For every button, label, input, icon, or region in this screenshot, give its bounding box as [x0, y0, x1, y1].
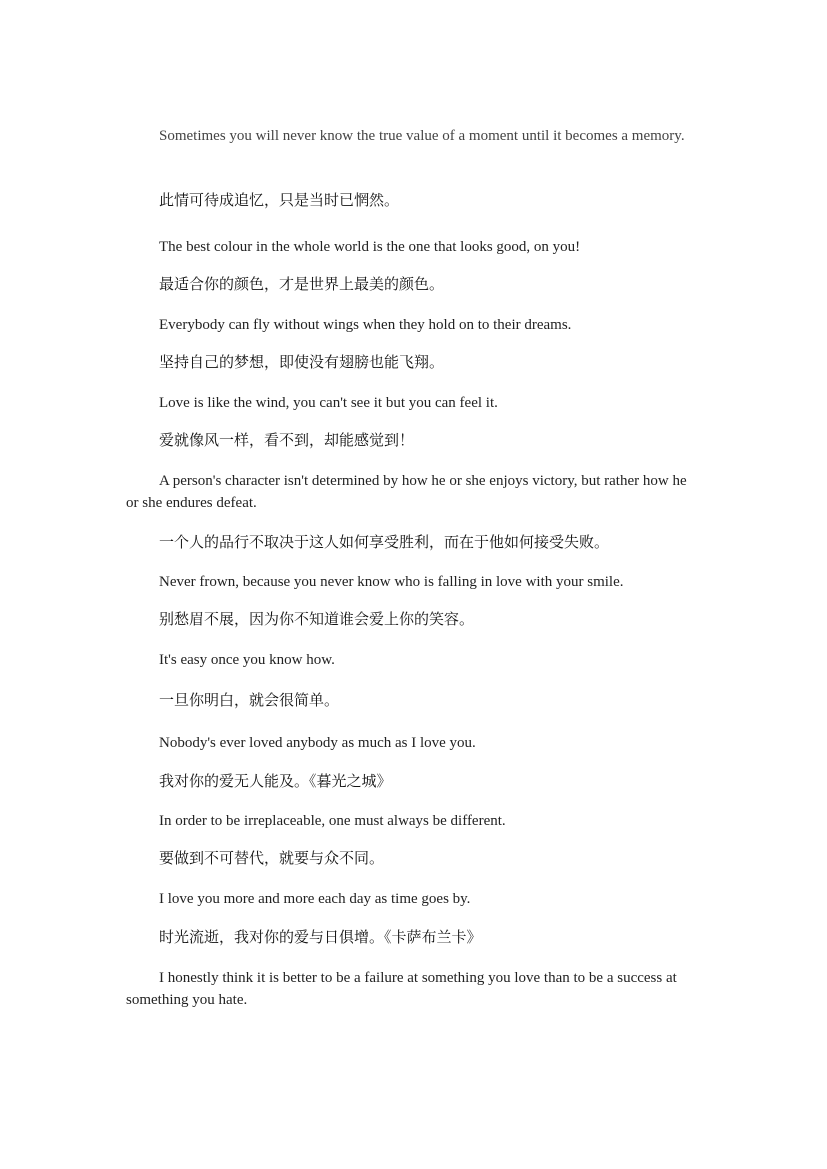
paragraph-zh-9: 要做到不可替代，就要与众不同。: [159, 849, 385, 867]
paragraph-en-9: In order to be irreplaceable, one must always be different.: [159, 813, 506, 829]
paragraph-zh-8: 我对你的爱无人能及。《暮光之城》: [159, 772, 392, 790]
paragraph-en-1: Sometimes you will never know the true value of a moment until it becomes a memory.: [159, 128, 685, 144]
paragraph-zh-4: 爱就像风一样，看不到，却能感觉到！: [159, 431, 415, 449]
paragraph-en-7: It's easy once you know how.: [159, 652, 335, 668]
paragraph-zh-7: 一旦你明白，就会很简单。: [159, 691, 340, 709]
paragraph-en-3: Everybody can fly without wings when they hold on to their dreams.: [159, 317, 572, 333]
paragraph-en-8: Nobody's ever loved anybody as much as I love you.: [159, 735, 476, 751]
paragraph-en-5: A person's character isn't determined by how he or she enjoys victory, but rather how he or she endures defeat.: [126, 473, 687, 511]
paragraph-en-2: The best colour in the whole world is the one that looks good, on you!: [159, 239, 581, 255]
paragraph-zh-3: 坚持自己的梦想，即使没有翅膀也能飞翔。: [159, 353, 445, 371]
paragraph-zh-10: 时光流逝，我对你的爱与日俱增。《卡萨布兰卡》: [159, 928, 482, 946]
paragraph-en-4: Love is like the wind, you can't see it but you can feel it.: [159, 395, 498, 411]
paragraph-zh-2: 最适合你的颜色，才是世界上最美的颜色。: [159, 275, 445, 293]
paragraph-zh-6: 别愁眉不展，因为你不知道谁会爱上你的笑容。: [159, 610, 475, 628]
paragraph-en-6: Never frown, because you never know who is falling in love with your smile.: [159, 574, 624, 590]
paragraph-en-11: I honestly think it is better to be a failure at something you love than to be a success at something you hate.: [126, 970, 677, 1008]
paragraph-zh-5: 一个人的品行不取决于这人如何享受胜利，而在于他如何接受失败。: [159, 533, 610, 551]
paragraph-en-10: I love you more and more each day as time goes by.: [159, 891, 471, 907]
paragraph-zh-1: 此情可待成追忆，只是当时已惘然。: [159, 191, 400, 209]
